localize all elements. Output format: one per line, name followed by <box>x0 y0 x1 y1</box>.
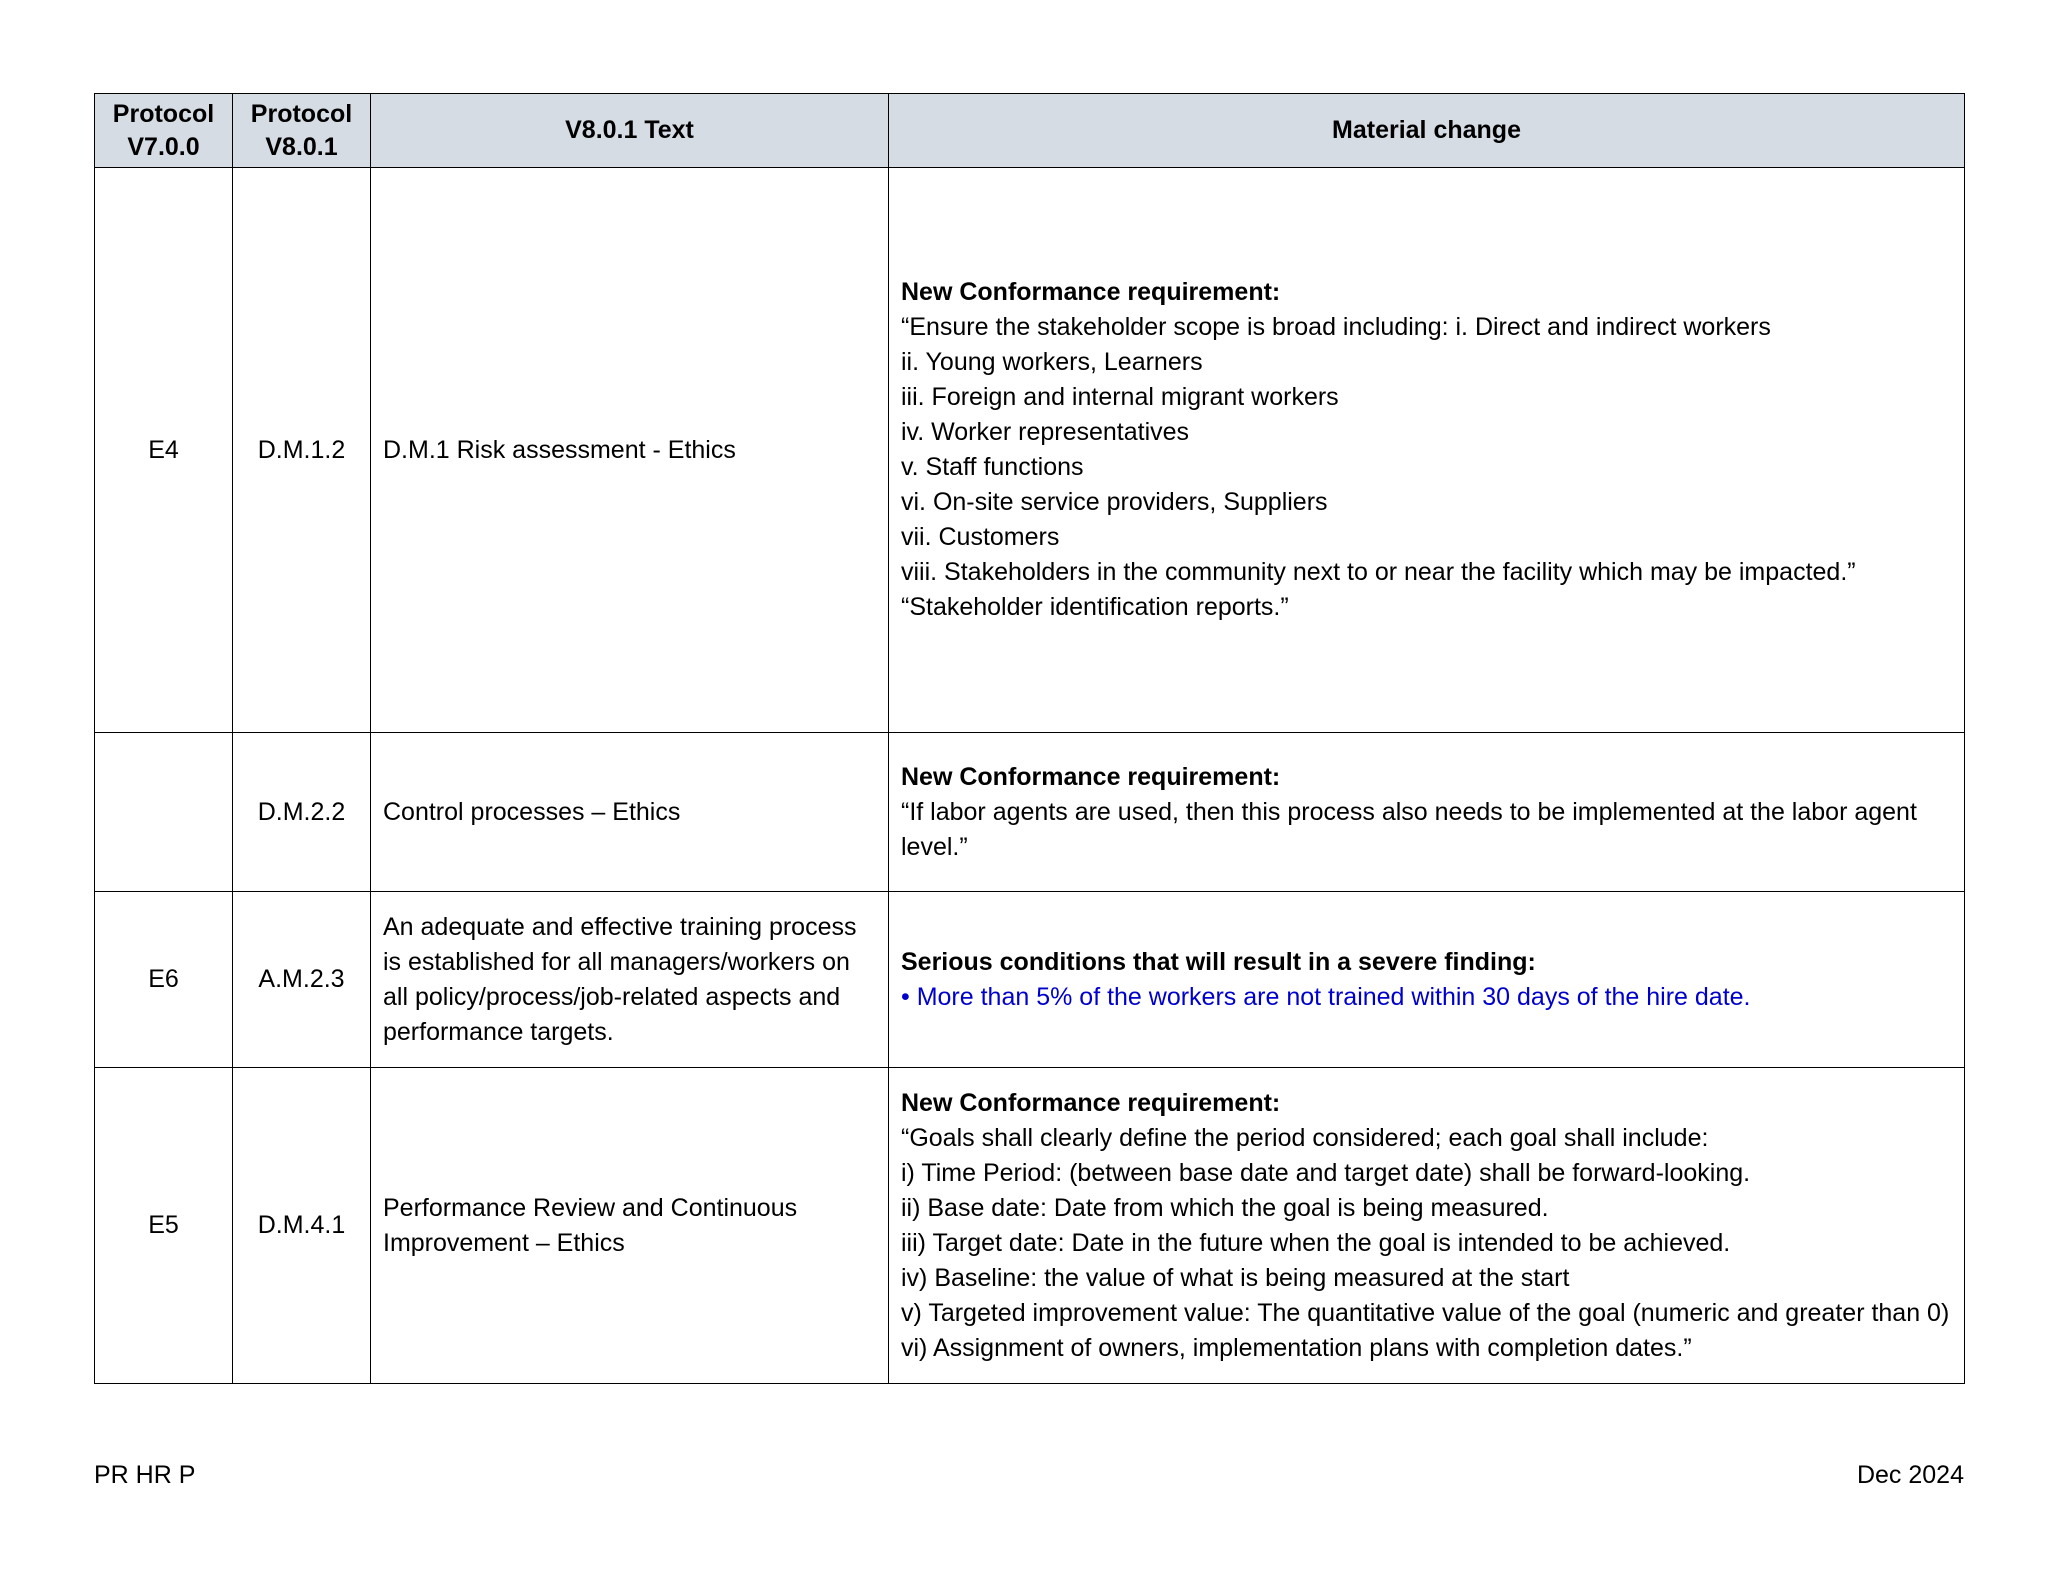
cell-v8: D.M.1.2 <box>233 168 371 733</box>
change-line: v) Targeted improvement value: The quantitative value of the goal (numeric and greater than 0) <box>901 1298 1950 1327</box>
header-protocol-v8: Protocol V8.0.1 <box>233 94 371 168</box>
change-line: “Goals shall clearly define the period considered; each goal shall include: <box>901 1123 1709 1152</box>
header-protocol-v7: Protocol V7.0.0 <box>95 94 233 168</box>
change-bullet: • More than 5% of the workers are not trained within 30 days of the hire date. <box>901 982 1751 1011</box>
cell-material-change <box>889 1068 1965 1384</box>
change-line: iv. Worker representatives <box>901 418 1190 446</box>
header-material-change: Material change <box>889 94 1965 168</box>
change-line: iii) Target date: Date in the future when the goal is intended to be achieved. <box>901 1228 1731 1257</box>
change-line: iii. Foreign and internal migrant workers <box>901 383 1339 411</box>
cell-text: Control processes – Ethics <box>371 733 889 892</box>
change-line: “Ensure the stakeholder scope is broad including: i. Direct and indirect workers <box>901 313 1771 341</box>
cell-v7: E5 <box>95 1068 233 1384</box>
footer-date: Dec 2024 <box>1856 1461 1964 1489</box>
cell-material-change <box>889 168 1965 733</box>
footer-document-code: PR HR P <box>94 1461 196 1489</box>
cell-v7: E4 <box>95 168 233 733</box>
change-line: vii. Customers <box>901 523 1060 551</box>
change-heading: New Conformance requirement: <box>901 762 1281 791</box>
change-heading: New Conformance requirement: <box>901 1088 1281 1117</box>
change-line: vi. On-site service providers, Suppliers <box>901 488 1328 516</box>
table-row <box>95 1068 1965 1384</box>
table-header-row <box>95 94 1965 168</box>
table-row <box>95 168 1965 733</box>
cell-text: An adequate and effective training process is established for all managers/workers on all policy/process/job-related aspects and performance targets. <box>371 892 889 1068</box>
change-heading: New Conformance requirement: <box>901 278 1281 306</box>
change-heading: Serious conditions that will result in a severe finding: <box>901 947 1536 976</box>
cell-v8: A.M.2.3 <box>233 892 371 1068</box>
change-line: viii. Stakeholders in the community next to or near the facility which may be impacted.” <box>901 558 1856 586</box>
cell-material-change <box>889 892 1965 1068</box>
change-line: “If labor agents are used, then this process also needs to be implemented at the labor agent level.” <box>901 797 1917 861</box>
table-row <box>95 733 1965 892</box>
change-line: i) Time Period: (between base date and target date) shall be forward-looking. <box>901 1158 1751 1187</box>
cell-text: Performance Review and Continuous Improvement – Ethics <box>371 1068 889 1384</box>
change-line: ii) Base date: Date from which the goal is being measured. <box>901 1193 1549 1222</box>
cell-v7: E6 <box>95 892 233 1068</box>
change-line: ii. Young workers, Learners <box>901 348 1203 376</box>
protocol-comparison-table <box>94 93 1965 1384</box>
table-row <box>95 892 1965 1068</box>
cell-material-change <box>889 733 1965 892</box>
cell-v8: D.M.2.2 <box>233 733 371 892</box>
change-line: “Stakeholder identification reports.” <box>901 593 1289 621</box>
change-line: vi) Assignment of owners, implementation plans with completion dates.” <box>901 1333 1692 1362</box>
cell-text: D.M.1 Risk assessment - Ethics <box>371 168 889 733</box>
cell-v8: D.M.4.1 <box>233 1068 371 1384</box>
change-line: iv) Baseline: the value of what is being measured at the start <box>901 1263 1570 1292</box>
cell-v7 <box>95 733 233 892</box>
change-line: v. Staff functions <box>901 453 1084 481</box>
header-v8-text: V8.0.1 Text <box>371 94 889 168</box>
